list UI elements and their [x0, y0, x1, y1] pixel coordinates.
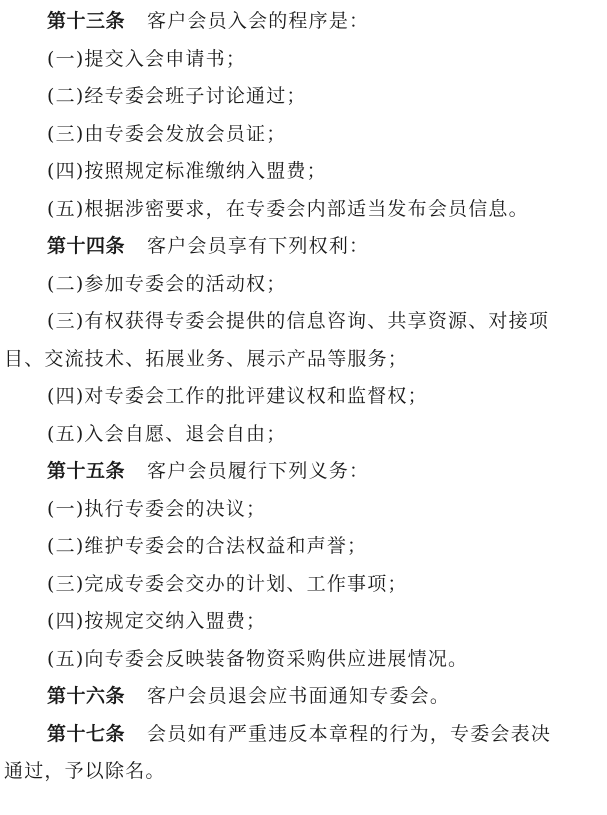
article-number: 第十五条	[47, 460, 126, 482]
list-item: (三)完成专委会交办的计划、工作事项；	[47, 572, 408, 595]
list-item: (四)按照规定标准缴纳入盟费；	[47, 160, 327, 182]
document-page	[0, 3, 607, 791]
article-17-heading	[0, 716, 607, 754]
list-item: (四)对专委会工作的批评建议权和监督权；	[47, 385, 428, 407]
list-item: (一)执行专委会的决议；	[47, 497, 267, 520]
list-item: (三)有权获得专委会提供的信息咨询、共享资源、对接项	[47, 310, 550, 332]
article-number: 第十七条	[47, 722, 126, 745]
article-text: 会员如有严重违反本章程的行为，专委会表决	[147, 722, 552, 745]
article-text: 客户会员退会应书面通知专委会。	[147, 685, 451, 707]
list-item: (四)按规定交纳入盟费；	[47, 610, 267, 632]
list-item: (五)根据涉密要求，在专委会内部适当发布会员信息。	[47, 197, 529, 220]
article-15-heading	[0, 453, 607, 491]
list-item: (二)维护专委会的合法权益和声誉；	[47, 535, 368, 557]
article-14-heading	[0, 228, 607, 266]
article-16-heading	[0, 678, 607, 716]
article-number: 第十四条	[47, 235, 126, 257]
article-text: 客户会员入会的程序是：	[147, 10, 370, 32]
paragraph-continuation: 通过，予以除名。	[4, 760, 166, 782]
article-text: 客户会员履行下列义务：	[147, 460, 370, 482]
list-item: (五)向专委会反映装备物资采购供应进展情况。	[47, 647, 469, 670]
article-number: 第十六条	[47, 685, 126, 707]
list-item: (三)由专委会发放会员证；	[47, 122, 287, 145]
article-text: 客户会员享有下列权利：	[147, 235, 370, 257]
article-number: 第十三条	[47, 10, 126, 32]
list-item: (五)入会自愿、退会自由；	[47, 422, 287, 445]
list-item: (二)参加专委会的活动权；	[47, 272, 287, 295]
list-item: (一)提交入会申请书；	[47, 47, 247, 70]
list-item: (二)经专委会班子讨论通过；	[47, 85, 307, 107]
list-item-continuation: 目、交流技术、拓展业务、展示产品等服务；	[4, 347, 409, 370]
article-13-heading	[0, 3, 607, 41]
